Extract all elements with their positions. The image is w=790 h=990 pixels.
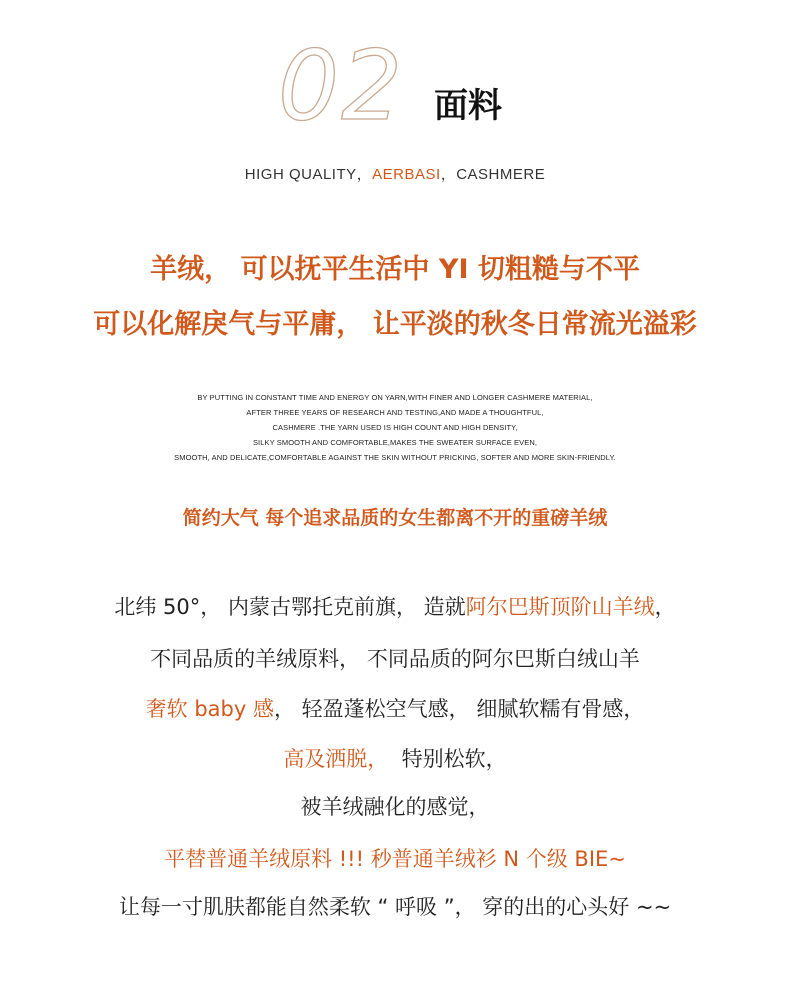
body-line-1-a: 北纬 50°， 内蒙古鄂托克前旗， 造就	[114, 595, 466, 619]
section-title: 面料	[434, 86, 502, 126]
subtitle-part-1: HIGH QUALITY，	[244, 166, 373, 183]
body-line-1	[0, 590, 790, 624]
english-line: BY PUTTING IN CONSTANT TIME AND ENERGY ON YARN,WITH FINER AND LONGER CASHMERE MATERIAL,	[197, 393, 593, 402]
english-line: AFTER THREE YEARS OF RESEARCH AND TESTING,AND MADE A THOUGHTFUL,	[246, 408, 544, 417]
english-line: SMOOTH, AND DELICATE,COMFORTABLE AGAINST THE SKIN WITHOUT PRICKING, SOFTER AND MORE SKIN-FRIENDLY.	[174, 453, 616, 462]
subtitle	[0, 163, 790, 184]
body-line-3-b: ， 轻盈蓬松空气感， 细腻软糯有骨感，	[273, 697, 645, 721]
body-line-4	[0, 742, 790, 776]
body-line-4-highlight: 高及洒脱，	[283, 747, 389, 771]
headline-line-1: 羊绒， 可以抚平生活中 YI 切粗糙与不平	[150, 254, 640, 285]
section-header	[0, 30, 790, 146]
headline-line-2: 可以化解戾气与平庸， 让平淡的秋冬日常流光溢彩	[93, 309, 697, 340]
tagline: 简约大气 每个追求品质的女生都离不开的重磅羊绒	[182, 507, 608, 529]
english-line: SILKY SMOOTH AND COMFORTABLE,MAKES THE SWEATER SURFACE EVEN,	[252, 438, 538, 447]
body-line-1-c: ，	[654, 595, 676, 619]
body-line-4-b: 特别松软，	[388, 747, 507, 771]
english-paragraph	[0, 390, 790, 465]
body-line-5: 被羊绒融化的感觉，	[300, 795, 490, 819]
body-line-7: 让每一寸肌肤都能自然柔软 “ 呼吸 ”， 穿的出的心头好 ~~	[118, 895, 672, 919]
body-line-1-highlight: 阿尔巴斯顶阶山羊绒	[465, 595, 655, 619]
section-number: 02	[278, 30, 405, 142]
english-line: CASHMERE .THE YARN USED IS HIGH COUNT AND HIGH DENSITY,	[272, 423, 518, 432]
body-line-6: 平替普通羊绒原料 !!! 秒普通羊绒衫 N 个级 BIE~	[164, 847, 626, 871]
subtitle-part-3: ，CASHMERE	[440, 166, 546, 183]
body-line-3-highlight: 奢软 baby 感	[145, 697, 274, 721]
subtitle-brand: AERBASI	[372, 166, 441, 183]
body-line-2: 不同品质的羊绒原料， 不同品质的阿尔巴斯白绒山羊	[150, 647, 640, 671]
body-line-3	[0, 692, 790, 726]
